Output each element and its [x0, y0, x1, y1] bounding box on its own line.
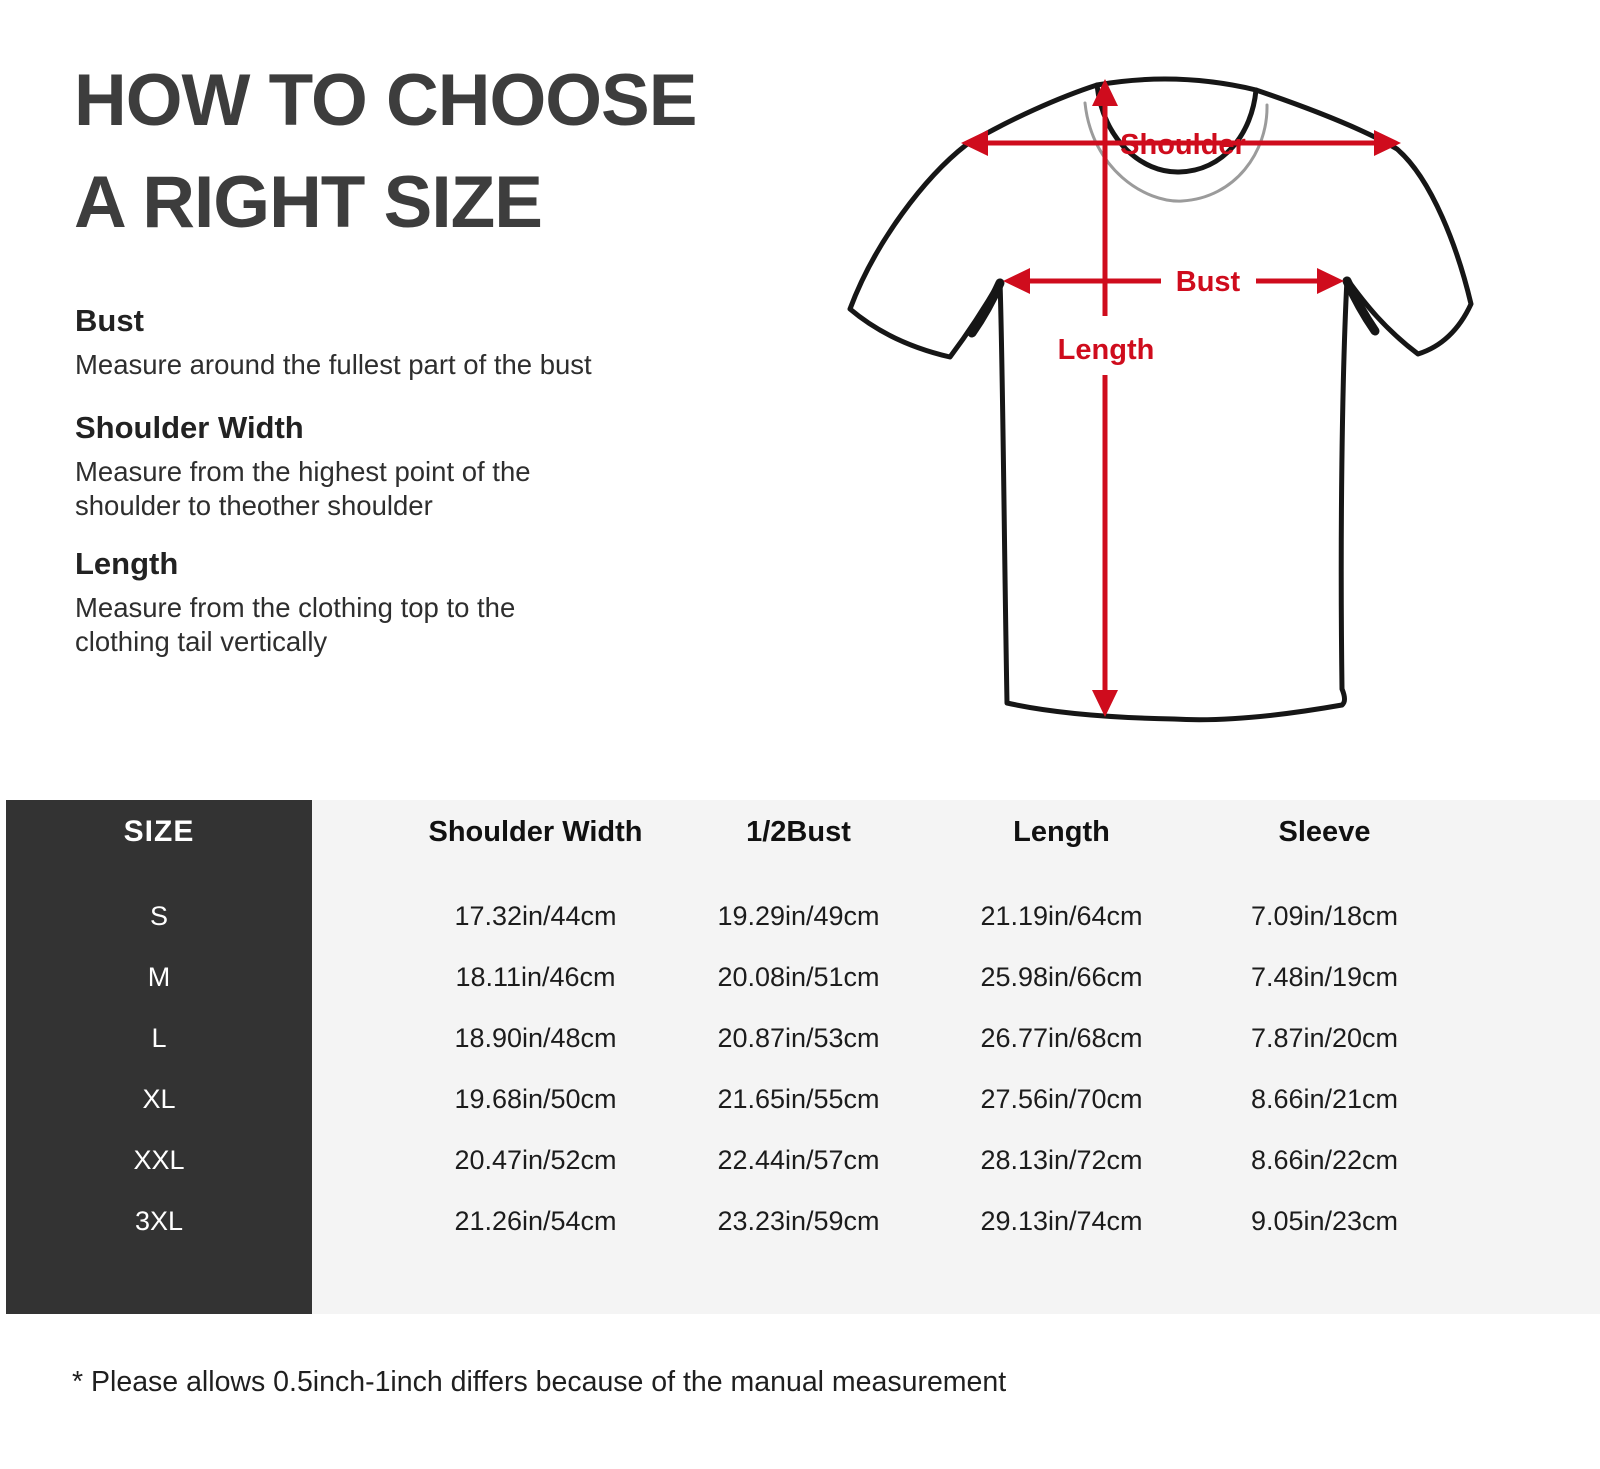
size-column-header: SIZE — [123, 815, 195, 848]
tshirt-outline — [850, 79, 1471, 720]
header-sleeve: Sleeve — [1278, 815, 1371, 848]
page-title-line2: A RIGHT SIZE — [74, 162, 542, 243]
table-cell: 27.56in/70cm — [980, 1084, 1143, 1114]
table-cell: 19.68in/50cm — [454, 1084, 617, 1114]
table-cell: 9.05in/23cm — [1250, 1206, 1399, 1236]
table-header-row — [404, 800, 1600, 864]
table-cell: 18.90in/48cm — [454, 1023, 617, 1053]
size-label-xxl: XXL — [133, 1145, 185, 1175]
instruction-length-text-line1: Measure from the clothing top to the — [75, 592, 516, 623]
measurement-disclaimer: * Please allows 0.5inch-1inch differs because of the manual measurement — [72, 1366, 1007, 1398]
length-label: Length — [1057, 334, 1155, 366]
table-cell: 22.44in/57cm — [717, 1145, 880, 1175]
size-label-l: L — [151, 1023, 167, 1053]
table-cell: 8.66in/21cm — [1250, 1084, 1399, 1114]
table-row-m — [404, 947, 1600, 1008]
header-half-bust: 1/2Bust — [746, 815, 851, 848]
table-cell: 8.66in/22cm — [1250, 1145, 1399, 1175]
table-cell: 25.98in/66cm — [980, 962, 1143, 992]
instruction-bust — [75, 303, 715, 382]
table-cell: 18.11in/46cm — [455, 962, 616, 992]
instruction-bust-text: Measure around the fullest part of the bust — [75, 349, 592, 380]
table-row-xxl — [404, 1130, 1600, 1191]
table-cell: 21.19in/64cm — [980, 901, 1143, 931]
table-cell: 17.32in/44cm — [454, 901, 617, 931]
instruction-shoulder-text-line2: shoulder to theother shoulder — [75, 490, 433, 521]
page-title — [74, 50, 696, 254]
size-label-s: S — [149, 901, 168, 931]
size-label-xl: XL — [142, 1084, 176, 1114]
table-cell: 7.09in/18cm — [1250, 901, 1399, 931]
table-cell: 20.47in/52cm — [454, 1145, 617, 1175]
size-label-3xl: 3XL — [134, 1206, 184, 1236]
header-shoulder-width: Shoulder Width — [428, 815, 643, 848]
shoulder-label: Shoulder — [1120, 129, 1246, 161]
size-label-m: M — [147, 962, 171, 992]
instruction-shoulder-text-line1: Measure from the highest point of the — [75, 456, 531, 487]
table-cell: 29.13in/74cm — [980, 1206, 1143, 1236]
table-cell: 23.23in/59cm — [717, 1206, 880, 1236]
table-cell: 7.48in/19cm — [1250, 962, 1399, 992]
table-cell: 21.26in/54cm — [454, 1206, 617, 1236]
instruction-length — [75, 546, 715, 659]
table-cell: 19.29in/49cm — [717, 901, 880, 931]
table-row-xl — [404, 1069, 1600, 1130]
instruction-bust-title: Bust — [75, 303, 144, 338]
table-row-3xl — [404, 1191, 1600, 1252]
table-cell: 26.77in/68cm — [980, 1023, 1143, 1053]
table-cell: 7.87in/20cm — [1250, 1023, 1399, 1053]
table-row-s — [404, 886, 1600, 947]
instruction-length-text-line2: clothing tail vertically — [75, 626, 328, 657]
instruction-shoulder-width — [75, 410, 715, 523]
table-cell: 20.08in/51cm — [717, 962, 880, 992]
page-title-line1: HOW TO CHOOSE — [74, 60, 697, 141]
header-length: Length — [1013, 815, 1110, 848]
table-row-l — [404, 1008, 1600, 1069]
size-table-measurements — [312, 800, 1600, 1314]
table-cell: 21.65in/55cm — [717, 1084, 880, 1114]
instruction-shoulder-title: Shoulder Width — [75, 410, 304, 445]
instruction-length-title: Length — [75, 546, 179, 581]
bust-label: Bust — [1175, 266, 1241, 298]
size-table-size-column — [6, 800, 312, 1314]
table-cell: 20.87in/53cm — [717, 1023, 880, 1053]
tshirt-measurement-diagram — [820, 57, 1500, 757]
table-cell: 28.13in/72cm — [980, 1145, 1143, 1175]
